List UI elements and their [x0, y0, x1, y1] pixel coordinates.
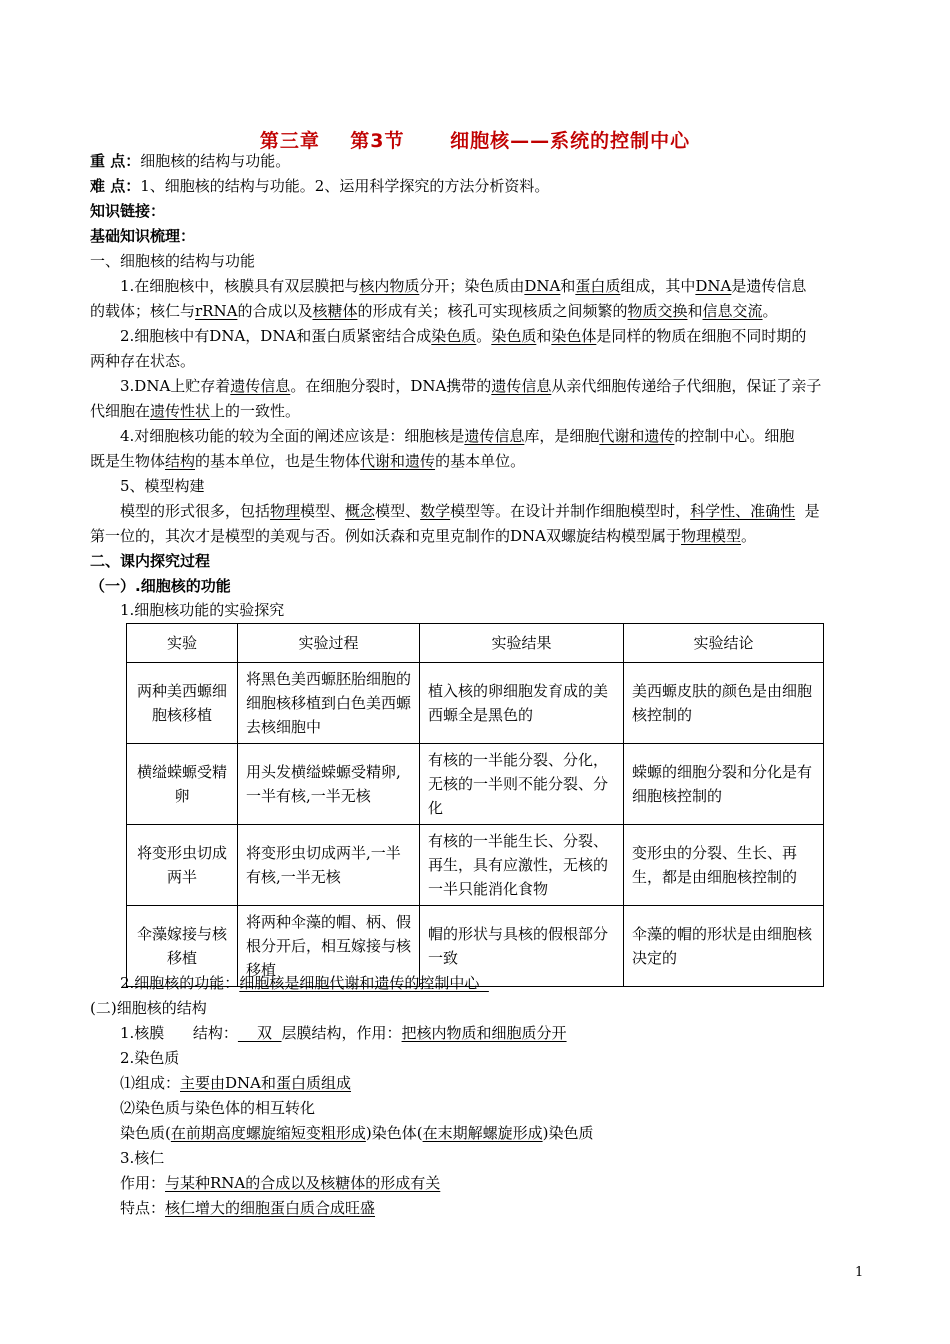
- table-cell: 将两种伞藻的帽、柄、假根分开后，相互嫁接与核移植: [238, 906, 420, 987]
- paragraph-3-cont: 代细胞在遗传性状上的一致性。: [90, 402, 301, 420]
- table-row: [127, 663, 824, 744]
- basic-knowledge: 基础知识梳理：: [90, 227, 196, 245]
- table-cell: 用头发横缢蝾螈受精卵,一半有核,一半无核: [238, 744, 420, 825]
- item-1: 1.细胞核功能的实验探究: [120, 601, 285, 619]
- paragraph-2-cont: 两种存在状态。: [90, 352, 196, 370]
- table-cell: 有核的一半能分裂、分化，无核的一半则不能分裂、分化: [420, 744, 624, 825]
- section-2-heading: 二、课内探究过程: [90, 552, 211, 570]
- nucleolus-function: 作用：与某种RNA的合成以及核糖体的形成有关: [120, 1174, 441, 1192]
- nucleolus-heading: 3.核仁: [120, 1149, 165, 1167]
- subsection-2-heading: (二)细胞核的结构: [90, 999, 207, 1017]
- table-header: 实验结论: [624, 624, 824, 663]
- table-cell: 帽的形状与具核的假根部分一致: [420, 906, 624, 987]
- paragraph-4-cont: 既是生物体结构的基本单位，也是生物体代谢和遗传的基本单位。: [90, 452, 526, 470]
- experiment-table: [126, 623, 824, 987]
- section-1-heading: 一、细胞核的结构与功能: [90, 252, 256, 270]
- table-cell: 蝾螈的细胞分裂和分化是有细胞核控制的: [624, 744, 824, 825]
- table-cell: 将变形虫切成两半,一半有核,一半无核: [238, 825, 420, 906]
- paragraph-6: 模型的形式很多，包括物理模型、概念模型、数学模型等。在设计并制作细胞模型时，科学性、准确性 是: [120, 502, 820, 520]
- table-cell: 将黑色美西螈胚胎细胞的细胞核移植到白色美西螈去核细胞中: [238, 663, 420, 744]
- table-cell: 变形虫的分裂、生长、再生，都是由细胞核控制的: [624, 825, 824, 906]
- table-header: 实验: [127, 624, 238, 663]
- paragraph-2: 2.细胞核中有DNA，DNA和蛋白质紧密结合成染色质。染色质和染色体是同样的物质在细胞不同时期的: [120, 327, 807, 345]
- page-number: 1: [855, 1265, 864, 1280]
- table-header: 实验结果: [420, 624, 624, 663]
- paragraph-5: 5、模型构建: [120, 477, 205, 495]
- nuclear-envelope: 1.核膜 结构： 双 层膜结构，作用：把核内物质和细胞质分开: [120, 1024, 567, 1042]
- table-cell: 伞藻嫁接与核移植: [127, 906, 238, 987]
- table-cell: 横缢蝾螈受精卵: [127, 744, 238, 825]
- table-cell: 伞藻的帽的形状是由细胞核决定的: [624, 906, 824, 987]
- table-row: [127, 825, 824, 906]
- paragraph-4: 4.对细胞核功能的较为全面的阐述应该是：细胞核是遗传信息库，是细胞代谢和遗传的控制中心。细胞: [120, 427, 795, 445]
- chromatin-cycle: 染色质(在前期高度螺旋缩短变粗形成)染色体(在末期解螺旋形成)染色质: [120, 1124, 594, 1142]
- nucleolus-feature: 特点：核仁增大的细胞蛋白质合成旺盛: [120, 1199, 376, 1217]
- paragraph-1-cont: 的载体；核仁与rRNA的合成以及核糖体的形成有关；核孔可实现核质之间频繁的物质交换和信息交流。: [90, 302, 778, 320]
- table-row: [127, 744, 824, 825]
- chromatin-conversion: ⑵染色质与染色体的相互转化: [120, 1099, 316, 1117]
- subsection-1-heading: （一）.细胞核的功能: [90, 577, 231, 595]
- paragraph-6-cont: 第一位的，其次才是模型的美观与否。例如沃森和克里克制作的DNA双螺旋结构模型属于物理模型。: [90, 527, 757, 545]
- table-cell: 两种美西螈细胞核移植: [127, 663, 238, 744]
- table-header: 实验过程: [238, 624, 420, 663]
- paragraph-1: 1.在细胞核中，核膜具有双层膜把与核内物质分开；染色质由DNA和蛋白质组成，其中DNA是遗传信息: [120, 277, 807, 295]
- paragraph-3: 3.DNA上贮存着遗传信息。在细胞分裂时，DNA携带的遗传信息从亲代细胞传递给子代细胞，保证了亲子: [120, 377, 822, 395]
- table-cell: 有核的一半能生长、分裂、再生，具有应激性，无核的一半只能消化食物: [420, 825, 624, 906]
- key-points: 重 点：细胞核的结构与功能。: [90, 152, 291, 170]
- difficult-points: 难 点：1、细胞核的结构与功能。2、运用科学探究的方法分析资料。: [90, 177, 550, 195]
- knowledge-link: 知识链接：: [90, 202, 166, 220]
- table-cell: 美西螈皮肤的颜色是由细胞核控制的: [624, 663, 824, 744]
- chromatin-heading: 2.染色质: [120, 1049, 180, 1067]
- table-cell: 将变形虫切成两半: [127, 825, 238, 906]
- item-2: 2.细胞核的功能：细胞核是细胞代谢和遗传的控制中心: [120, 974, 489, 992]
- table-header-row: [127, 624, 824, 663]
- page-title: 第三章 第3节 细胞核——系统的控制中心: [259, 130, 691, 152]
- table-cell: 植入核的卵细胞发育成的美西螈全是黑色的: [420, 663, 624, 744]
- chromatin-composition: ⑴组成：主要由DNA和蛋白质组成: [120, 1074, 352, 1092]
